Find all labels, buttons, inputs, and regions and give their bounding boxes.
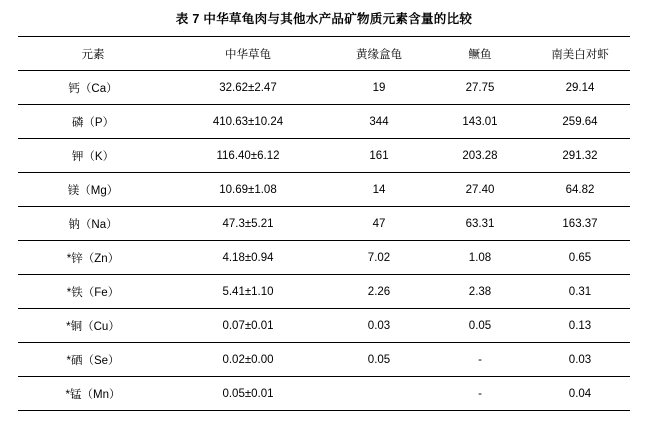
mineral-content-table — [18, 36, 630, 411]
cell-element: *铁（Fe） — [18, 275, 168, 309]
cell-element: 钠（Na） — [18, 207, 168, 241]
cell-value: 10.69±1.08 — [168, 173, 328, 207]
table-row — [18, 377, 630, 411]
table-body — [18, 71, 630, 411]
table-row — [18, 275, 630, 309]
cell-value — [328, 377, 430, 411]
cell-value: 7.02 — [328, 241, 430, 275]
cell-value: 410.63±10.24 — [168, 105, 328, 139]
cell-value: 143.01 — [430, 105, 530, 139]
cell-element: *铜（Cu） — [18, 309, 168, 343]
table-header-row — [18, 37, 630, 71]
cell-value: 259.64 — [530, 105, 630, 139]
cell-value: - — [430, 343, 530, 377]
cell-value: 19 — [328, 71, 430, 105]
cell-value: 0.05±0.01 — [168, 377, 328, 411]
cell-value: 0.05 — [430, 309, 530, 343]
table-row — [18, 173, 630, 207]
cell-element: *锰（Mn） — [18, 377, 168, 411]
cell-element: 镁（Mg） — [18, 173, 168, 207]
cell-value: 27.40 — [430, 173, 530, 207]
cell-value: 291.32 — [530, 139, 630, 173]
table-header — [18, 37, 630, 71]
cell-value: - — [430, 377, 530, 411]
cell-value: 2.26 — [328, 275, 430, 309]
cell-value: 29.14 — [530, 71, 630, 105]
cell-value: 0.13 — [530, 309, 630, 343]
cell-value: 344 — [328, 105, 430, 139]
column-header-white-shrimp: 南美白对虾 — [530, 37, 630, 71]
cell-value: 4.18±0.94 — [168, 241, 328, 275]
cell-value: 0.02±0.00 — [168, 343, 328, 377]
cell-value: 116.40±6.12 — [168, 139, 328, 173]
cell-value: 47 — [328, 207, 430, 241]
cell-value: 5.41±1.10 — [168, 275, 328, 309]
table-row — [18, 207, 630, 241]
cell-value: 27.75 — [430, 71, 530, 105]
cell-value: 163.37 — [530, 207, 630, 241]
cell-value: 0.04 — [530, 377, 630, 411]
cell-value: 32.62±2.47 — [168, 71, 328, 105]
cell-value: 203.28 — [430, 139, 530, 173]
table-row — [18, 241, 630, 275]
table-row — [18, 343, 630, 377]
cell-value: 1.08 — [430, 241, 530, 275]
cell-value: 0.03 — [530, 343, 630, 377]
table-row — [18, 105, 630, 139]
cell-element: 钙（Ca） — [18, 71, 168, 105]
cell-value: 0.65 — [530, 241, 630, 275]
column-header-mandarin-fish: 鳜鱼 — [430, 37, 530, 71]
cell-element: *锌（Zn） — [18, 241, 168, 275]
cell-value: 161 — [328, 139, 430, 173]
column-header-element: 元素 — [18, 37, 168, 71]
cell-value: 14 — [328, 173, 430, 207]
table-caption: 表 7 中华草龟肉与其他水产品矿物质元素含量的比较 — [175, 12, 473, 26]
cell-value: 63.31 — [430, 207, 530, 241]
cell-element: *硒（Se） — [18, 343, 168, 377]
cell-value: 0.05 — [328, 343, 430, 377]
cell-value: 0.07±0.01 — [168, 309, 328, 343]
column-header-yellow-margined-box-turtle: 黄缘盒龟 — [328, 37, 430, 71]
cell-value: 47.3±5.21 — [168, 207, 328, 241]
cell-value: 64.82 — [530, 173, 630, 207]
table-row — [18, 71, 630, 105]
column-header-chinese-pond-turtle: 中华草龟 — [168, 37, 328, 71]
cell-value: 0.31 — [530, 275, 630, 309]
cell-value: 2.38 — [430, 275, 530, 309]
table-row — [18, 139, 630, 173]
cell-element: 钾（K） — [18, 139, 168, 173]
table-row — [18, 309, 630, 343]
cell-element: 磷（P） — [18, 105, 168, 139]
cell-value: 0.03 — [328, 309, 430, 343]
